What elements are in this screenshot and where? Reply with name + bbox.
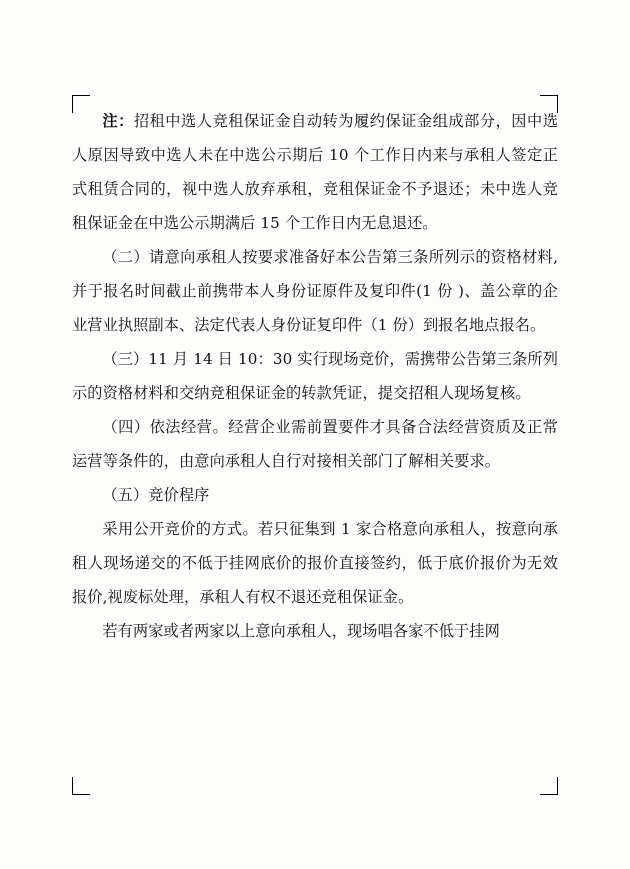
note-paragraph	[72, 104, 558, 240]
item-5-body-2: 若有两家或者两家以上意向承租人，现场唱各家不低于挂网	[102, 622, 500, 640]
note-label: 注：	[102, 112, 134, 130]
document-body	[72, 104, 558, 648]
item-3-paragraph: （三）11 月 14 日 10：30 实行现场竞价，需携带公告第三条所列示的资格材料和交纳竞租保证金的转款凭证，提交招租人现场复核。	[72, 350, 558, 402]
item-4-paragraph: （四）依法经营。经营企业需前置要件才具备合法经营资质及正常运营等条件的，由意向承租人自行对接相关部门了解相关要求。	[72, 418, 558, 470]
note-text: 招租中选人竞租保证金自动转为履约保证金组成部分，因中选人原因导致中选人未在中选公示期后 10 个工作日内来与承租人签定正式租赁合同的，视中选人放弃承租，竞租保证金不予退还；未中选人竞租保证金在中选公示期满后 15 个工作日内无息退还。	[72, 112, 558, 232]
item-2-paragraph: （二）请意向承租人按要求准备好本公告第三条所列示的资格材料,并于报名时间截止前携带本人身份证原件及复印件(1 份 )、盖公章的企业营业执照副本、法定代表人身份证复印件（1 份）到报名地点报名。	[72, 248, 558, 334]
item-5-body-1: 采用公开竞价的方式。若只征集到 1 家合格意向承租人，按意向承租人现场递交的不低于挂网底价的报价直接签约，低于底价报价为无效报价,视废标处理，承租人有权不退还竞租保证金。	[72, 520, 558, 606]
item-5-heading: （五）竞价程序	[102, 486, 210, 504]
